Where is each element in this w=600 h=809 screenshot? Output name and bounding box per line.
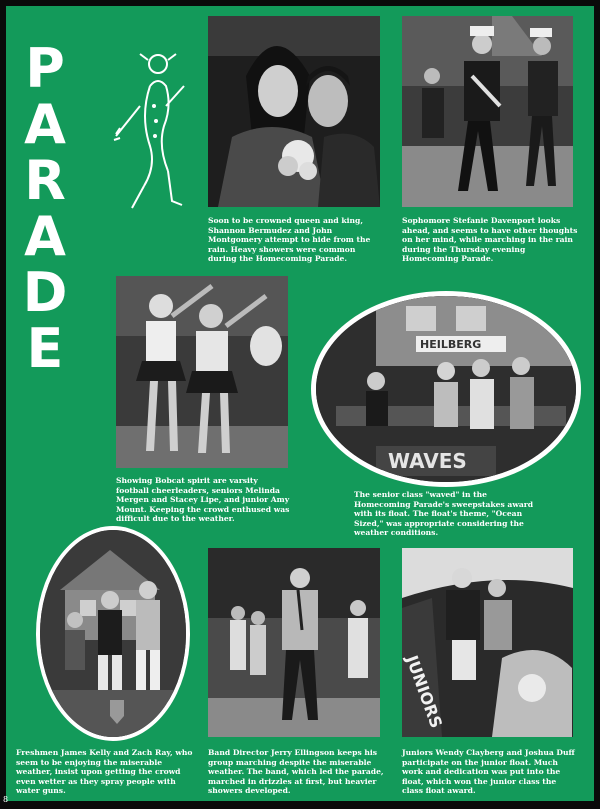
yearbook-page bbox=[6, 6, 594, 801]
waves-sign-text: WAVES bbox=[388, 449, 467, 473]
caption-queen-king: Soon to be crowned queen and king, Shannon Bermudez and John Montgomery attempt to hide from the rain. Heavy showers were common during the Homecoming Parade. bbox=[208, 216, 371, 264]
title-letter-a2: A bbox=[24, 205, 66, 268]
photo-juniors bbox=[402, 548, 573, 737]
mascot-illustration-icon bbox=[110, 46, 190, 216]
junior-letters-text: JUNIORS bbox=[402, 652, 446, 731]
caption-saxophone: Sophomore Stefanie Davenport looks ahead, and seems to have other thoughts on her mind, while marching in the rain during the Thursday evening Homecoming Parade. bbox=[402, 216, 578, 264]
caption-freshmen: Freshmen James Kelly and Zach Ray, who seem to be enjoying the miserable weather, insist upon getting the crowd even wetter as they spray people with water guns. bbox=[16, 748, 193, 796]
title-letter-p: P bbox=[25, 37, 65, 100]
caption-cheerleaders: Showing Bobcat spirit are varsity football cheerleaders, seniors Melinda Mergen and Stacey Lipe, and junior Amy Mount. Keeping the crowd enthused was difficult due to the weather. bbox=[116, 476, 290, 524]
title-letter-r: R bbox=[24, 149, 66, 212]
photo-queen-king bbox=[208, 16, 380, 207]
photo-saxophone bbox=[402, 16, 573, 207]
photo-band-director bbox=[208, 548, 380, 737]
caption-band-director: Band Director Jerry Ellingson keeps his group marching despite the miserable weather. The band, which led the parade, marched in drizzles at first, but heavier showers developed. bbox=[208, 748, 384, 796]
photo-freshmen bbox=[40, 530, 186, 737]
banner-text: HEILBERG bbox=[420, 338, 482, 351]
title-letter-d: D bbox=[22, 261, 68, 324]
page-number: 8 bbox=[3, 795, 9, 804]
photo-cheerleaders bbox=[116, 276, 288, 468]
title-letter-e: E bbox=[26, 317, 64, 380]
title-letter-a: A bbox=[24, 93, 66, 156]
caption-senior-float: The senior class "waved" in the Homecoming Parade's sweepstakes award with its float. The float's theme, "Ocean Sized," was appropriate considering the weather conditions. bbox=[354, 490, 534, 538]
caption-juniors: Juniors Wendy Clayberg and Joshua Duff participate on the junior float. Much work and dedication was put into the float, which won the junior class the class float award. bbox=[402, 748, 575, 796]
photo-senior-float bbox=[316, 296, 576, 482]
